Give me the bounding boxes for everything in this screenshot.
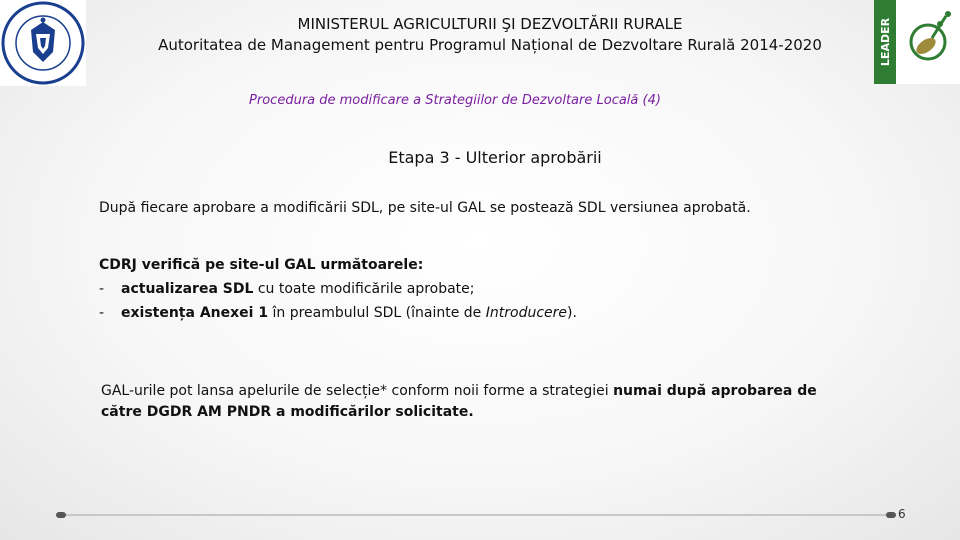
- footer-dot-left: [56, 512, 66, 518]
- cdrj-checklist: [99, 253, 879, 325]
- item-update-rest: cu toate modificările aprobate;: [253, 281, 475, 297]
- ministry-name: MINISTERUL AGRICULTURII ŞI DEZVOLTĂRII RURALE: [297, 15, 683, 33]
- footer-divider: [62, 514, 890, 516]
- selection-calls-paragraph: [101, 381, 821, 423]
- item-annex-bold: existența Anexei 1: [121, 305, 269, 321]
- list-dash: -: [99, 305, 105, 321]
- cdrj-intro: [99, 253, 879, 277]
- stage-title: Etapa 3 - Ulterior aprobării: [388, 148, 602, 167]
- approval-paragraph: După fiecare aprobare a modificării SDL, pe site-ul GAL se postează SDL versiunea aprobată.: [99, 200, 751, 216]
- procedure-subtitle: Procedura de modificare a Strategiilor de Dezvoltare Locală (4): [249, 93, 661, 108]
- item-annex-italic: Introducere: [485, 305, 568, 321]
- leader-logo: [874, 0, 960, 84]
- checklist-item-annex: [99, 301, 879, 325]
- cdrj-intro-text: CDRJ verifică pe site-ul GAL următoarele:: [99, 257, 424, 273]
- managing-authority: Autoritatea de Management pentru Programul Național de Dezvoltare Rurală 2014-2020: [158, 36, 822, 54]
- item-update-bold: actualizarea SDL: [121, 281, 254, 297]
- svg-text:LEADER: LEADER: [879, 17, 892, 67]
- government-logo: [0, 0, 86, 86]
- checklist-item-update: [99, 277, 879, 301]
- item-annex-end: ).: [567, 305, 577, 321]
- ministry-header: [100, 14, 880, 56]
- item-annex-mid: în preambulul SDL (înainte de: [268, 305, 486, 321]
- footer-dot-right: [886, 512, 896, 518]
- page-number: 6: [898, 507, 906, 521]
- list-dash: -: [99, 281, 105, 297]
- selection-calls-bold: numai după aprobarea de către DGDR AM PNDR a modificărilor solicitate.: [101, 383, 817, 420]
- selection-calls-normal: GAL-urile pot lansa apelurile de selecție* conform noii forme a strategiei: [101, 383, 614, 399]
